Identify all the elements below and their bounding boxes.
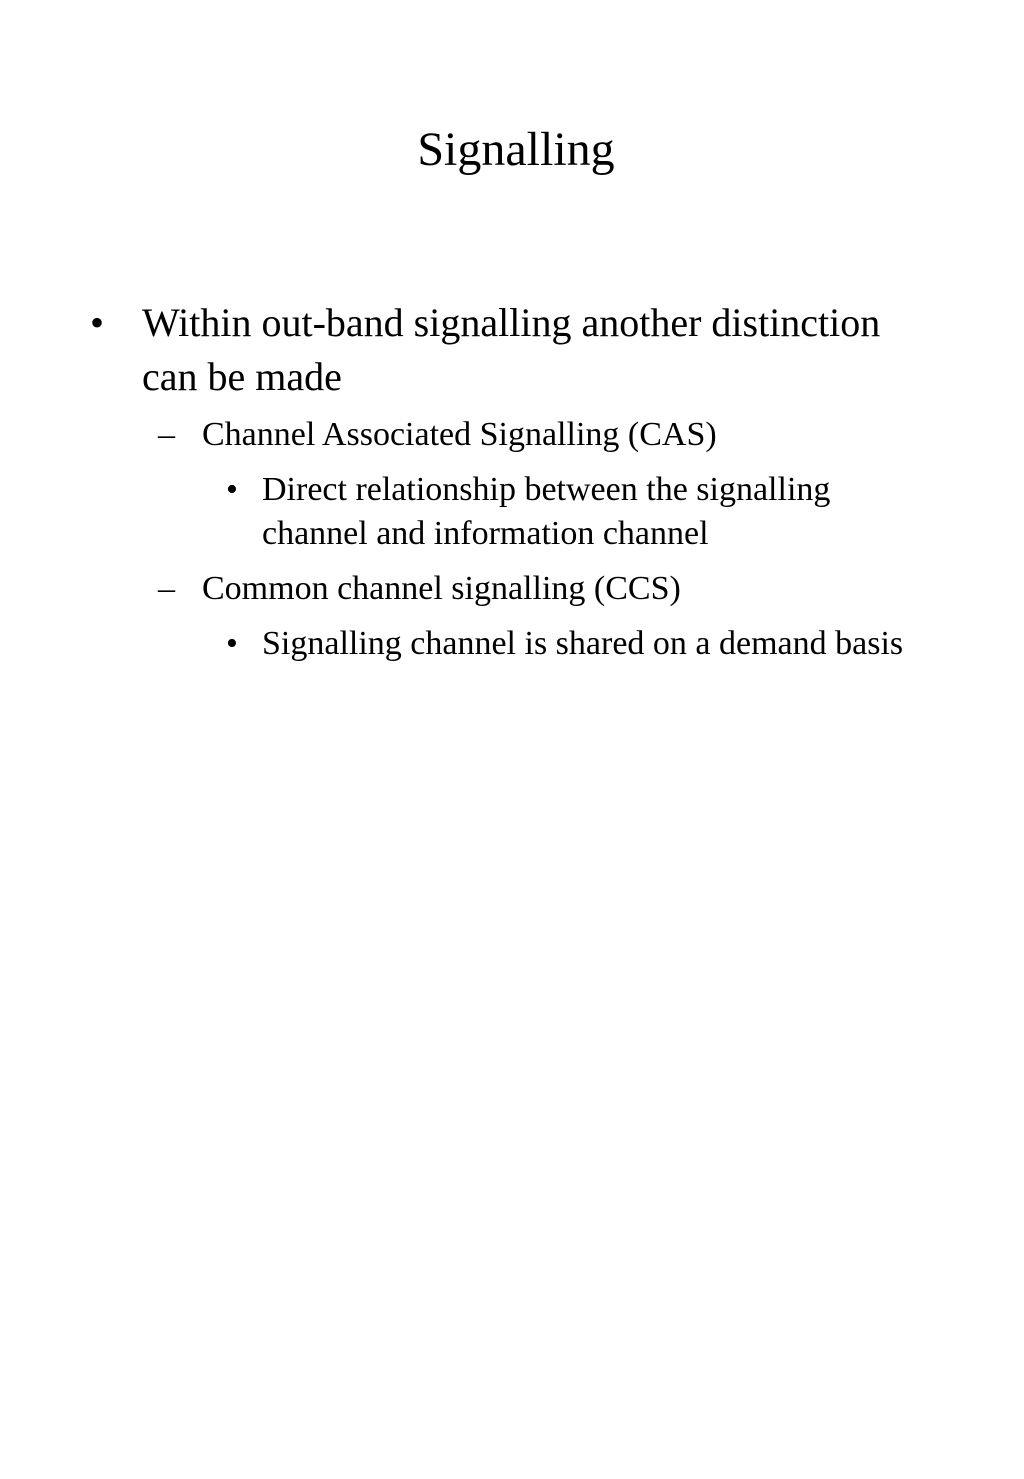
bullet-level-2-cas <box>158 413 922 457</box>
bullet-text: Common channel signalling (CCS) <box>202 570 681 607</box>
bullet-text: Channel Associated Signalling (CAS) <box>202 416 717 453</box>
bullet-text: Within out-band signalling another distinction can be made <box>142 300 881 399</box>
bullet-text: Signalling channel is shared on a demand basis <box>262 625 904 662</box>
slide-title: Signalling <box>417 123 615 176</box>
bullet-dot-icon: • <box>226 471 238 508</box>
dash-icon: – <box>158 416 175 453</box>
dash-icon: – <box>158 570 175 607</box>
bullet-dot-icon: • <box>226 625 238 662</box>
bullet-level-3-ccs-detail <box>226 622 942 666</box>
bullet-text: Direct relationship between the signalling channel and information channel <box>262 471 831 552</box>
bullet-level-2-ccs <box>158 567 922 611</box>
bullet-dot-icon: • <box>90 300 105 345</box>
bullet-level-1 <box>90 296 902 404</box>
bullet-level-3-cas-detail <box>226 468 942 556</box>
